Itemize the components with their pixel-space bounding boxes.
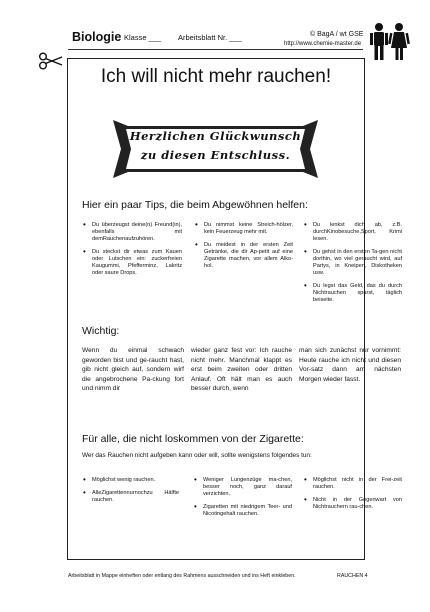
list-item: • Du steckst dir etwas zum Kauen oder Lutschen ein: zuckerfreien Kaugummi, Pfefferminz, Lakritz oder saure Drops. [83,249,182,277]
smokers-column-2 [194,477,292,524]
list-item: • Du nimmst keine Streich-hölzer, kein Feuerzeug mehr mit. [195,222,293,236]
footer-instruction: Arbeitsblatt in Mappe einheften oder entlang des Rahmens ausschneiden und ins Heft einkleben. [68,573,296,579]
banner-line-1: Herzlichen Glückwunsch [129,129,302,143]
banner-line-2: zu diesen Entschluss. [140,148,291,162]
list-item: • AlleZigarettennurnochzu Hälfte rauchen. [83,490,179,504]
website-url: http://www.chemie-master.de [284,41,362,47]
page-title: Ich will nicht mehr rauchen! [100,66,332,87]
list-item: • Du legst das Geld, das du durch Nichtrauchen sparst, täglich beiseite. [304,283,402,304]
tips-column-2 [195,222,293,276]
tips-column-3 [304,222,402,310]
footer-page-code: RAUCHEN 4 [337,573,368,579]
list-item: • Du meidest in der ersten Zeit Getränke, die dir Ap-petit auf eine Zigarette machen, vor allem Alko-hol. [195,242,293,270]
smokers-intro: Wer das Rauchen nicht aufgeben kann oder will, sollte wenigstens folgendes tun: [82,452,312,459]
smokers-heading: Für alle, die nicht loskommen von der Zigarette: [82,433,304,445]
list-item: • Möglichst wenig rauchen. [83,477,179,484]
list-item: • Nicht in der Gegenwart von Nichtrauchern rau-chen. [304,497,402,511]
wichtig-column-3: man sich zunächst nur vornimmt: Heute rauche ich nicht und diesen Vor-satz dann am nächsten Morgen wieder fasst. [299,347,401,383]
scissors-icon [38,52,64,70]
class-label: Klasse ___ [124,33,162,42]
wichtig-column-2: wieder ganz fest vor: Ich rauche nicht mehr. Manchmal klappt es erst beim zweiten oder dritten Anlauf. Oft hält man es auch besser durch, wenn [191,347,292,393]
list-item: • Zigaretten mit niedrigem Teer- und Nicotingehalt rauchen. [194,504,292,518]
wichtig-column-1: Wenn du einmal schwach geworden bist und ge-raucht hast, gib nicht gleich auf, sondern wirf die angebrochene Pa-ckung fort und nimm dir [82,347,184,393]
tips-heading: Hier ein paar Tips, die beim Abgewöhnen helfen: [82,199,308,211]
list-item: • Du gehst in den ersten Ta-gen nicht dorthin, wo viel geraucht wird, auf Partys, in Kneipen, Diskotheken usw. [304,249,402,277]
list-item: • Du lenkst dich ab, z.B. durchKinobesuche,Sport, Krimi lesen. [304,222,402,243]
tips-column-1 [83,222,182,283]
list-item: • Weniger Lungenzüge ma-chen, besser noch, ganz darauf verzichten. [194,477,292,498]
smokers-column-3 [304,477,402,517]
copyright-text: © BagA / wt GSE [310,31,364,38]
list-item: • Möglichst nicht in der Frei-zeit rauchen. [304,477,402,491]
list-item: • Du überzeugst deine(n) Freund(in), ebenfalls mit demRauchenaufzuhören. [83,222,182,243]
header-divider [68,49,363,50]
smokers-column-1 [83,477,179,510]
man-woman-icon [368,22,410,62]
subject-label: Biologie [72,30,122,44]
worksheet-number-label: Arbeitsblatt Nr. ___ [178,33,242,42]
wichtig-heading: Wichtig: [82,325,120,337]
